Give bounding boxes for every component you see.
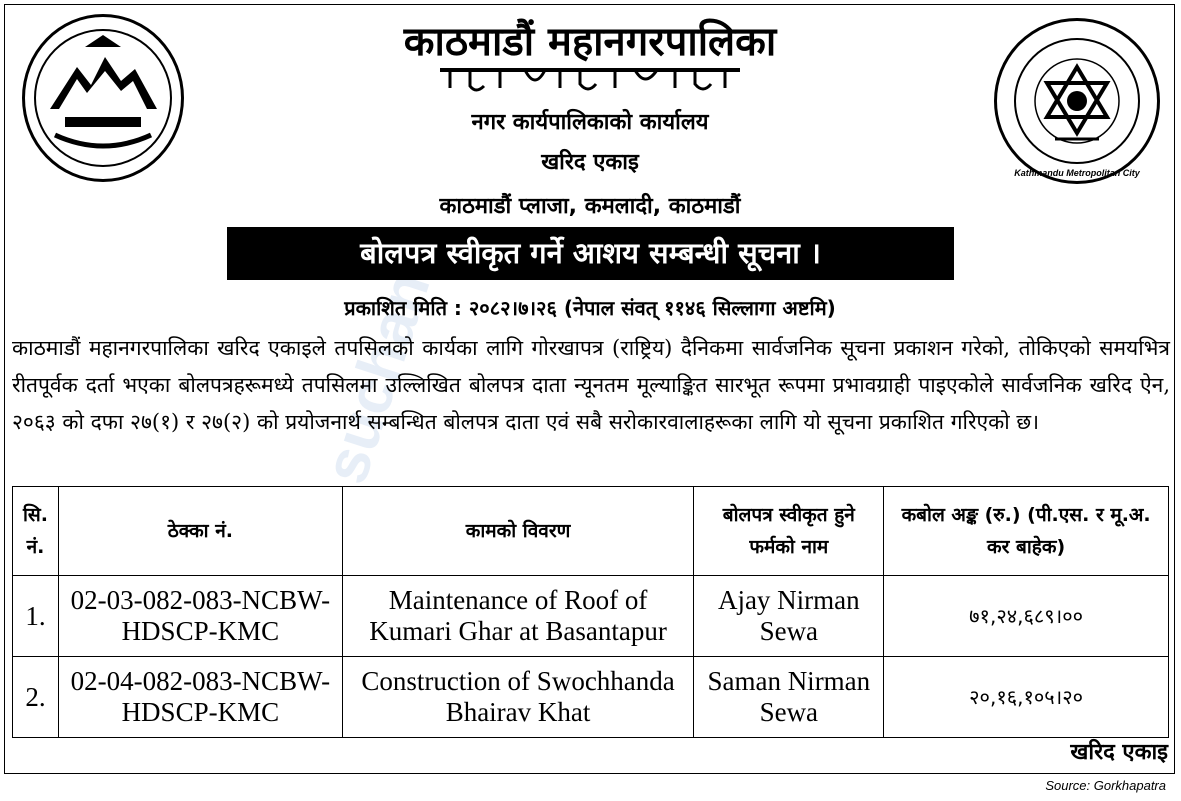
source-credit: Source: Gorkhapatra [1045,778,1166,793]
newari-calligraphy-icon [430,62,750,96]
row-amount: ७१,२४,६८९।०० [884,576,1169,657]
col-header-amount: कबोल अङ्क (रु.) (पी.एस. र मू.अ. कर बाहेक) [884,487,1169,576]
seal-right-text: Kathmandu Metropolitan City [1014,168,1140,178]
unit-name: खरिद एकाइ [541,150,639,175]
row-amount: २०,१६,१०५।२० [884,657,1169,738]
col-header-firm: बोलपत्र स्वीकृत हुने फर्मको नाम [694,487,884,576]
row-firm: Ajay Nirman Sewa [694,576,884,657]
row-contract-no: 02-03-082-083-NCBW-HDSCP-KMC [58,576,342,657]
watermark: suchana [310,231,455,492]
row-contract-no: 02-04-082-083-NCBW-HDSCP-KMC [58,657,342,738]
col-header-contract: ठेक्का नं. [58,487,342,576]
notice-title-banner: बोलपत्र स्वीकृत गर्ने आशय सम्बन्धी सूचना । [227,227,954,280]
office-name: नगर कार्यपालिकाको कार्यालय [471,110,709,135]
row-description: Maintenance of Roof of Kumari Ghar at Basantapur [342,576,694,657]
col-header-sn: सि. नं. [13,487,59,576]
org-name-newari-script [200,62,980,103]
table-header-row [13,487,1169,576]
kathmandu-metropolitan-seal-icon [994,18,1160,184]
row-sn: 1. [13,576,59,657]
org-title: काठमाडौं महानगरपालिका [403,19,777,65]
table-row [13,657,1169,738]
notice-body-text: काठमाडौं महानगरपालिका खरिद एकाइले तपसिलको कार्यका लागि गोरखापत्र (राष्ट्रिय) दैनिकमा सार्वजनिक सूचना प्रकाशन गरेको, तोकिएको समयभित्र रीतपूर्वक दर्ता भएका बोलपत्रहरूमध्ये तपसिलमा उल्लिखित बोलपत्र दाता न्यूनतम मूल्याङ्कित सारभूत रूपमा प्रभावग्राही पाइएकोले सार्वजनिक खरिद ऐन, २०६३ को दफा २७(१) र २७(२) को प्रयोजनार्थ सम्बन्धित बोलपत्र दाता एवं सबै सरोकारवालाहरूका लागि यो सूचना प्रकाशित गरिएको छ। [12,336,1170,434]
award-table [12,486,1169,738]
published-date: प्रकाशित मिति : २०८२।७।२६ (नेपाल संवत् ११४६ सिल्लागा अष्टमि) [344,296,836,320]
row-description: Construction of Swochhanda Bhairav Khat [342,657,694,738]
row-firm: Saman Nirman Sewa [694,657,884,738]
office-address: काठमाडौं प्लाजा, कमलादी, काठमाडौं [439,194,741,219]
signature-unit: खरिद एकाइ [1070,740,1168,765]
col-header-description: कामको विवरण [342,487,694,576]
nepal-emblem-seal-icon [22,14,184,182]
table-row [13,576,1169,657]
row-sn: 2. [13,657,59,738]
